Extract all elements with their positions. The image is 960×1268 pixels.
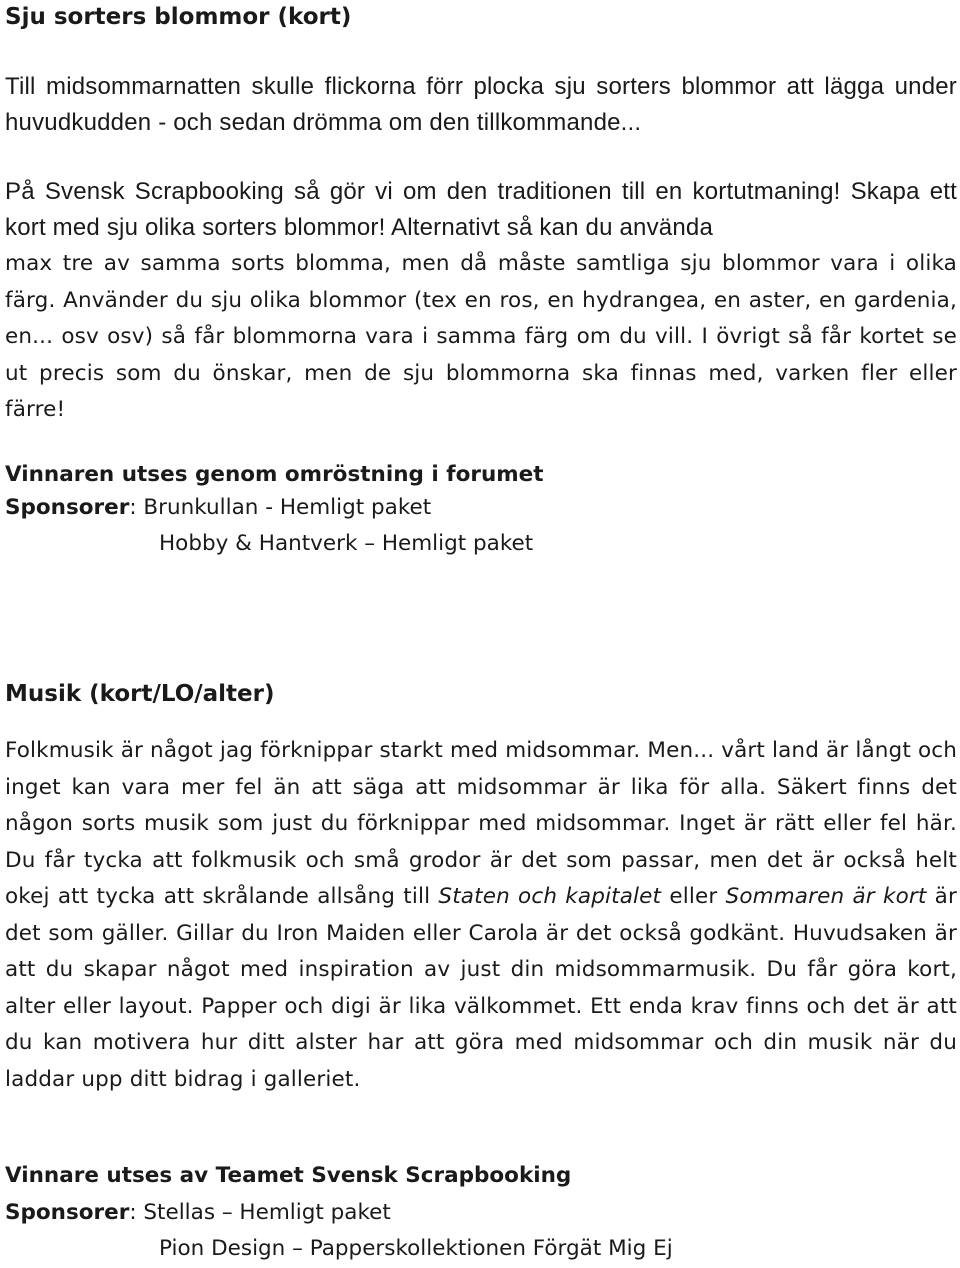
section1-sponsor-1: : Brunkullan - Hemligt paket	[129, 495, 432, 520]
section2-body-1: Folkmusik är något jag förknippar starkt med midsommar. Men... vårt land är långt och inget kan vara mer fel än att säga att midsommar är lika för alla. Säkert finns det någon sorts musik som just du förknippar med midsommar. Inget är rätt eller fel här. Du får tycka att folkmusik och små grodor är det som passar, men det är också helt okej att tycka att skrålande allsång till	[5, 738, 957, 909]
section2-body-3: är det som gäller. Gillar du Iron Maiden eller Carola är det också godkänt. Huvudsaken är att du skapar något med inspiration av just din midsommarmusik. Du får göra kort, alter eller layout. Papper och digi är lika välkommet. Ett enda krav finns och det är att du kan motivera hur ditt alster har att göra med midsommar och din musik när du laddar upp ditt bidrag i galleriet.	[5, 884, 957, 1092]
section1-sponsor-2: Hobby & Hantverk – Hemligt paket	[159, 531, 534, 556]
section2-sponsors	[5, 1195, 391, 1232]
section1-sponsors	[5, 490, 431, 527]
section2-body	[5, 733, 957, 1098]
section2-body-2: eller	[661, 884, 726, 909]
section1-winner: Vinnaren utses genom omröstning i forumet	[5, 462, 544, 487]
section1-intro: Till midsommarnatten skulle flickorna förr plocka sju sorters blommor att lägga under huvudkudden - och sedan drömma om den tillkommande...	[5, 73, 957, 136]
section1-title: Sju sorters blommor (kort)	[5, 4, 352, 30]
section2-title: Musik (kort/LO/alter)	[5, 681, 275, 707]
section2-sponsor-label: Sponsorer	[5, 1200, 130, 1225]
section1-body-b: max tre av samma sorts blomma, men då måste samtliga sju blommor vara i olika färg. Använder du sju olika blommor (tex en ros, en hydrangea, en aster, en gardenia, en... osv osv) så får blommorna vara i samma färg om du vill. I övrigt så får kortet se ut precis som du önskar, men de sju blommorna ska finnas med, varken fler eller färre!	[5, 251, 957, 422]
section2-song-2: Sommaren är kort	[725, 884, 927, 909]
section2-sponsor-1: : Stellas – Hemligt paket	[129, 1200, 391, 1225]
section1-sponsor-label: Sponsorer	[5, 495, 130, 520]
section2-winner: Vinnare utses av Teamet Svensk Scrapbooking	[5, 1163, 572, 1188]
section1-body-a: På Svensk Scrapbooking så gör vi om den traditionen till en kortutmaning! Skapa ett kort med sju olika sorters blommor! Alternativt så kan du använda	[5, 178, 957, 241]
section2-song-1: Staten och kapitalet	[438, 884, 662, 909]
section2-sponsor-2: Pion Design – Papperskollektionen Förgät Mig Ej	[159, 1236, 673, 1261]
